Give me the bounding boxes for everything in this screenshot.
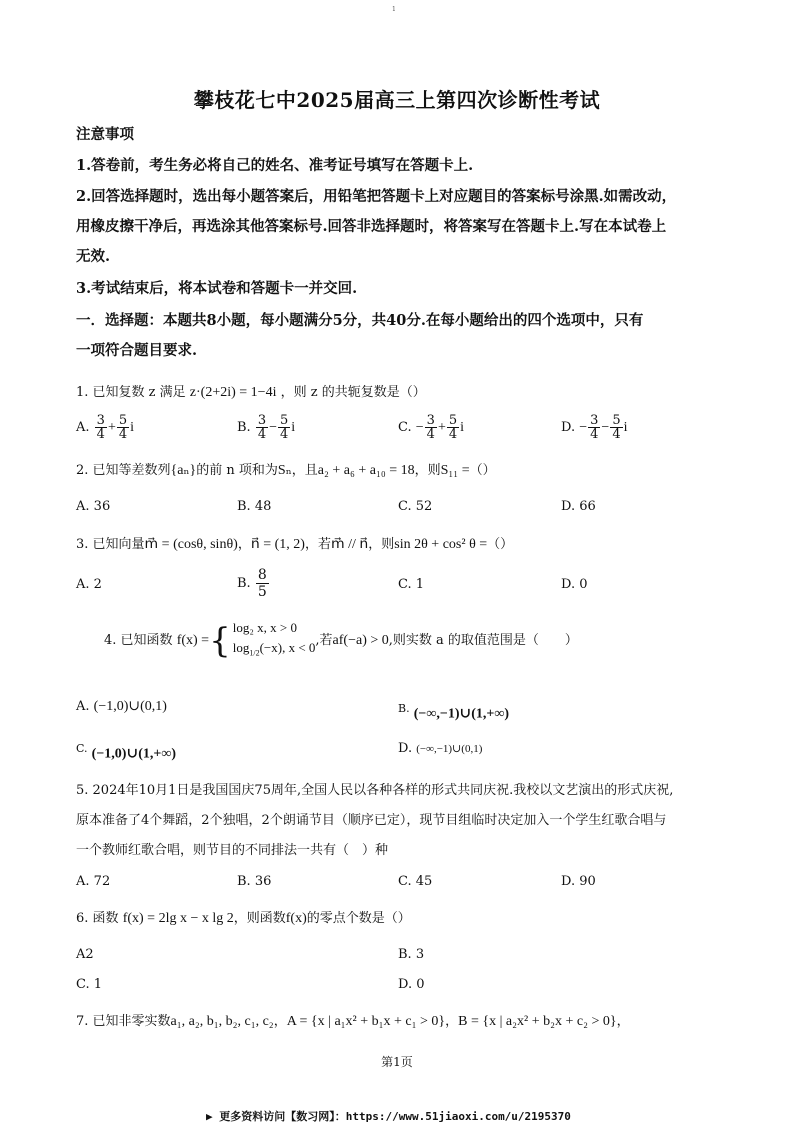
section-1-line-2: 一项符合题目要求. xyxy=(76,342,198,359)
q4-piecewise: log₂ x, x > 0 $\log_{1/2}(-x)$, x < 0 xyxy=(232,620,316,658)
question-1 xyxy=(76,384,426,402)
brace-symbol: { xyxy=(209,620,231,661)
section-1-line-1: 一．选择题：本题共8小题，每小题满分5分，共40分.在每小题给出的四个选项中，只有 xyxy=(76,312,644,329)
q5-line-2: 原本准备了4个舞蹈，2个独唱，2个朗诵节目（顺序已定），现节目组临时决定加入一个学生红歌合唱与 xyxy=(76,813,667,828)
q5-option-c[interactable]: C. 45 xyxy=(398,874,433,889)
notice-item-2-line-2: 用橡皮擦干净后，再选涂其他答案标号.回答非选择题时，将答案写在答题卡上.写在本试卷上 xyxy=(76,218,667,235)
notice-item-1: 1.答卷前，考生务必将自己的姓名、准考证号填写在答题卡上. xyxy=(76,157,474,174)
q1-prefix: 1. 已知复数 z 满足 xyxy=(76,385,186,400)
q4-option-a[interactable]: A. (−1,0)∪(0,1) xyxy=(76,699,167,714)
q2-option-c[interactable]: C. 52 xyxy=(398,499,433,514)
q3-option-b[interactable]: B. $\frac{8}{5}$ xyxy=(237,567,267,600)
q1-suffix: ，则 z 的共轭复数是（） xyxy=(280,385,426,400)
q2-option-b[interactable]: B. 48 xyxy=(237,499,272,514)
footer-resource-link[interactable]: ▶ 更多资料访问【数习网】：https://www.51jiaoxi.com/u/2195370 xyxy=(206,1110,571,1123)
question-3: 3. 已知向量m⃗ = (cosθ, sinθ)，n⃗ = (1, 2)，若m⃗ // n⃗，则sin 2θ + cos² θ =（） xyxy=(76,537,514,552)
q5-line-3: 一个教师红歌合唱，则节目的不同排法一共有（ ）种 xyxy=(76,843,389,858)
question-4: 4. 已知函数 f(x) ={ log₂ x, x > 0 $\log_{1/2}(-x)$, x < 0 ,若af(−a) > 0,则实数 a 的取值范围是（ ） xyxy=(104,618,578,664)
q3-option-c[interactable]: C. 1 xyxy=(398,577,425,592)
notice-item-2-line-1: 2.回答选择题时，选出每小题答案后，用铅笔把答题卡上对应题目的答案标号涂黑.如需改动， xyxy=(76,188,677,205)
q5-line-1: 5. 2024年10月1日是我国国庆75周年,全国人民以各种各样的形式共同庆祝.我校以文艺演出的形式庆祝, xyxy=(76,783,674,798)
q1-option-c[interactable]: C. − $\frac{3}{4}$ + $\frac{5}{4}$ i xyxy=(398,413,465,442)
q1-option-a[interactable]: A. $\frac{3}{4}$ + $\frac{5}{4}$ i xyxy=(76,413,135,442)
q1-option-b[interactable]: B. $\frac{3}{4}$ − $\frac{5}{4}$ i xyxy=(237,413,296,442)
q4-option-b[interactable]: $^{B.}$ (−∞,−1)∪(1,+∞) xyxy=(398,702,510,722)
q6-option-a[interactable]: A2 xyxy=(76,947,94,962)
notice-item-2-line-3: 无效. xyxy=(76,248,111,265)
question-6: 6. 函数 f(x) = 2lg x − x lg 2，则函数f(x)的零点个数是（） xyxy=(76,911,411,926)
header-mark: 1 xyxy=(392,6,396,13)
q5-option-a[interactable]: A. 72 xyxy=(76,874,111,889)
q6-option-d[interactable]: D. 0 xyxy=(398,977,425,992)
question-2: 2. 已知等差数列{aₙ}的前 n 项和为Sₙ，且a₂ + a₆ + a₁₀ = 18，则S₁₁ =（） xyxy=(76,463,496,478)
page-number: 第1页 xyxy=(381,1055,413,1069)
q5-option-b[interactable]: B. 36 xyxy=(237,874,272,889)
page-title: 攀枝花七中2025届高三上第四次诊断性考试 xyxy=(193,88,601,112)
notice-item-3: 3.考试结束后，将本试卷和答题卡一并交回. xyxy=(76,280,358,297)
q1-equation: z·(2+2i) = 1−4i xyxy=(189,385,277,400)
q3-option-d[interactable]: D. 0 xyxy=(561,577,588,592)
q6-option-c[interactable]: C. 1 xyxy=(76,977,103,992)
q4-option-d[interactable]: D. (−∞,−1)∪(0,1) xyxy=(398,741,483,756)
q2-option-d[interactable]: D. 66 xyxy=(561,499,596,514)
q5-option-d[interactable]: D. 90 xyxy=(561,874,596,889)
question-7: 7. 已知非零实数a₁, a₂, b₁, b₂, c₁, c₂，A = {x | a₁x² + b₁x + c₁ > 0}，B = {x | a₂x² + b₂x + c₂ > 0}， xyxy=(76,1014,630,1029)
q6-option-b[interactable]: B. 3 xyxy=(398,947,425,962)
q3-option-a[interactable]: A. 2 xyxy=(76,577,102,592)
q4-option-c[interactable]: $^{C.}$ (−1,0)∪(1,+∞) xyxy=(76,742,176,762)
q1-option-d[interactable]: D. − $\frac{3}{4}$ − $\frac{5}{4}$ i xyxy=(561,413,628,442)
q2-option-a[interactable]: A. 36 xyxy=(76,499,111,514)
notice-heading: 注意事项 xyxy=(76,126,134,143)
